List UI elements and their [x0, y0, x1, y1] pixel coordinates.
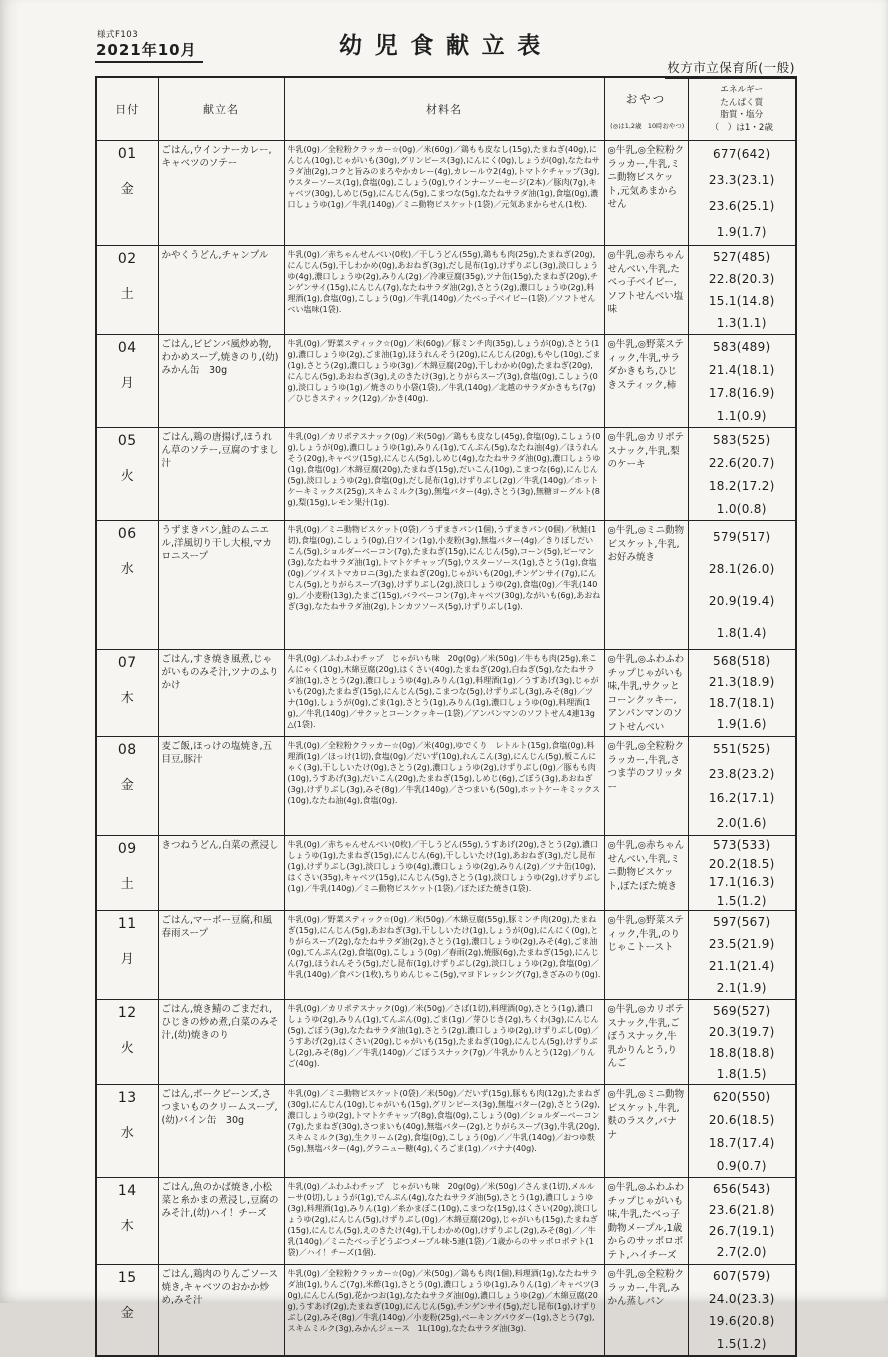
nutrition-cell: [688, 1000, 796, 1085]
menu-name: うずまきパン,鮭のムニエル,洋風切り干し大根,マカロニスープ: [158, 521, 284, 650]
nutrition-cell: [688, 1178, 796, 1265]
date-day: 05: [117, 433, 137, 449]
nutrition-value: 551(525): [712, 742, 771, 757]
nutrition-value: 1.5(1.2): [716, 893, 767, 908]
nutrition-values: [689, 911, 796, 999]
snack-header-note: (◎は1,2歳 10時おやつ): [609, 122, 684, 130]
date-day: 15: [117, 1270, 137, 1286]
nutrition-value: 2.0(1.6): [716, 815, 767, 830]
nutrition-value: 1.8(1.4): [716, 626, 767, 640]
date-day: 04: [117, 340, 137, 356]
nutrition-value: 20.2(18.5): [708, 856, 775, 871]
table-row: [96, 335, 796, 428]
nutrition-value: 607(579): [712, 1269, 771, 1284]
nutrition-value: 2.1(1.9): [716, 981, 767, 995]
date-day: 09: [117, 841, 137, 857]
page-title: 幼児食献立表: [339, 33, 553, 59]
nutrition-values: [689, 1085, 796, 1177]
nutrition-values: [689, 1265, 796, 1355]
date-weekday: 木: [120, 1219, 134, 1234]
snack-text: ◎牛乳,◎ふわふわチップじゃがいも味,牛乳,サクッとコーンクッキー,アンパンマンのソフトせんべい: [604, 650, 688, 737]
nutrition-value: 677(642): [712, 147, 771, 161]
nutrition-value: 21.1(21.4): [708, 959, 775, 973]
table-row: [96, 911, 796, 1000]
date-weekday: 土: [120, 287, 134, 302]
nutrition-value: 17.8(16.9): [708, 385, 775, 400]
nutrition-cell: [688, 246, 796, 335]
nutrition-values: [689, 836, 796, 910]
date-cell: [96, 521, 158, 650]
table-row: [96, 836, 796, 911]
snack-text: ◎牛乳,◎野菜スティック,牛乳,のりじゃこトースト: [604, 911, 688, 1000]
ingredients-text: 牛乳(0g)／全粒粉クラッカー☆(0g)／米(40g),ゆでくり レトルト(15g),食塩(0g),料理酒(1g)／ほっけ(1切),食塩(0g)／だいず(10g),れんこん(3g),にんじん(5g),板こんにゃく(3g),干ししいたけ(0g),さとう(2g),濃口しょうゆ(2g),けずりぶし(0g)／豚もも肉(10g),うすあげ(3g),だいこん(20g),たまねぎ(15g),しめじ(6g),ごぼう(3g),あおねぎ(3g),けずりぶし(3g),みそ(8g)／牛乳(140g)／さつまいも(50g),ホットケーキミックス(10g),なたね油(4g),食塩(0g).: [284, 737, 604, 836]
menu-table: [95, 76, 797, 1357]
nutrition-value: 527(485): [712, 250, 771, 264]
nutrition-value: 20.6(18.5): [708, 1112, 775, 1127]
date-day: 14: [117, 1183, 137, 1199]
menu-name: ごはん,ウインナーカレー,キャベツのソテー: [158, 141, 284, 246]
nutrition-cell: [688, 911, 796, 1000]
nutrition-cell: [688, 428, 796, 521]
facility-name: 枚方市立保育所(一般): [665, 58, 797, 79]
nutrition-cell: [688, 836, 796, 911]
snack-text: ◎牛乳,◎ミニ動物ビスケット,牛乳,お好み焼き: [604, 521, 688, 650]
table-row: [96, 1265, 796, 1357]
snack-header-title: おやつ: [625, 92, 667, 106]
nutrition-value: 26.7(19.1): [708, 1223, 775, 1238]
ingredients-text: 牛乳(0g)／ふわふわチップ じゃがいも味 20g(0g)／米(50g)／牛もも肉(25g),糸こんにゃく(10g),木綿豆腐(20g),はくさい(40g),たまねぎ(20g),白ねぎ(5g),なたねサラダ油(1g),さとう(2g),濃口しょうゆ(4g),みりん(1g),料理酒(1g)／うすあげ(3g),じゃがいも(20g),たまねぎ(15g),にんじん(5g),こまつな(5g),けずりぶし(3g),みそ(8g)／ツナ(10g),しょうが(0g),ごま(1g),さとう(1g),みりん(1g),濃口しょうゆ(0g),料理酒(1g),／牛乳(140g)／サクッとコーンクッキー(1袋)／アンパンマンのソフトせん4連13g△(1袋).: [284, 650, 604, 737]
snack-text: ◎牛乳,◎カリポテスナック,牛乳,ごぼうスナック,牛乳かりんとう,りんご: [604, 1000, 688, 1085]
snack-text: ◎牛乳,◎ふわふわチップじゃがいも味,牛乳,たべっ子動物メープル,1歳からのサッポロポテト,ハイチーズ: [604, 1178, 688, 1265]
nutrition-values: [689, 246, 796, 334]
ingredients-text: 牛乳(0g)／ふわふわチップ じゃがいも味 20g(0g)／米(50g)／さんま(1切),メルルーサ(0切),しょうが(1g),でんぷん(4g),なたねサラダ油(5g),さとう(1g),濃口しょうゆ(3g),料理酒(1g),みりん(1g)／糸かまぼこ(10g),こまつな(15g),はくさい(20g),淡口しょうゆ(2g),にんじん(5g),けずりぶし(0g)／木綿豆腐(20g),じゃがいも(15g),たまねぎ(15g),にんじん(5g),えのきたけ(4g),干しわかめ(0g),けずりぶし(2g),みそ(8g)／／牛乳(140g)／ミニたべっ子どうぶつメープル味-5連(1袋)／1歳からのサッポロポテト(1袋)／ハイ！チーズ(1個).: [284, 1178, 604, 1265]
date-cell: [96, 1085, 158, 1178]
ingredients-text: 牛乳(0g)／赤ちゃんせんべい(0枚)／干しうどん(55g),鶏もも肉(25g),たまねぎ(20g),にんじん(5g),干しわかめ(0g),あおねぎ(3g),だし昆布(1g),けずりぶし(3g),淡口しょうゆ(4g),濃口しょうゆ(2g),みりん(2g)／冷凍豆腐(35g),ツナ缶(15g),たまねぎ(20g),チンゲンサイ(15g),にんじん(7g),なたねサラダ油(2g),さとう(2g),濃口しょうゆ(2g),料理酒(1g),食塩(0g),こしょう(0g)／牛乳(140g)／たべっ子ベイビー(1袋)／ソフトせんべい塩味(1袋).: [284, 246, 604, 335]
nutrition-value: 21.4(18.1): [708, 362, 775, 377]
date-cell: [96, 1265, 158, 1357]
date-cell: [96, 141, 158, 246]
nutrition-value: 1.5(1.2): [716, 1336, 767, 1351]
date-day: 11: [117, 916, 137, 932]
menu-name: ごはん,魚のかば焼き,小松菜と糸かまの煮浸し,豆腐のみそ汁,(幼)ハイ！チーズ: [158, 1178, 284, 1265]
table-row: [96, 737, 796, 836]
date-weekday: 土: [120, 877, 134, 892]
nutrition-value: 620(550): [712, 1089, 771, 1104]
nutrition-value: 20.3(19.7): [708, 1024, 775, 1039]
snack-text: ◎牛乳,◎ミニ動物ビスケット,牛乳,麩のラスク,バナナ: [604, 1085, 688, 1178]
snack-text: ◎牛乳,◎赤ちゃんせんべい,牛乳,たべっ子ベイビー,ソフトせんべい塩味: [604, 246, 688, 335]
nutrition-values: [689, 1000, 796, 1084]
nutrition-value: 583(489): [712, 339, 771, 354]
date-weekday: 月: [120, 952, 134, 967]
date-cell: [96, 911, 158, 1000]
snack-text: ◎牛乳,◎赤ちゃんせんべい,牛乳,ミニ動物ビスケット,ぽたぽた焼き: [604, 836, 688, 911]
menu-name: ごはん,ビビンバ風炒め物,わかめスープ,焼きのり,(幼)みかん缶 30g: [158, 335, 284, 428]
form-code: 様式F103: [97, 30, 139, 40]
nutrition-cell: [688, 1085, 796, 1178]
menu-name: かやくうどん,チャンプル: [158, 246, 284, 335]
nutrition-value: 579(517): [712, 530, 771, 544]
document-month: 2021年10月: [95, 39, 203, 63]
nutrition-header-line: たんぱく質: [720, 97, 764, 108]
nutrition-cell: [688, 521, 796, 650]
table-row: [96, 650, 796, 737]
ingredients-text: 牛乳(0g)／赤ちゃんせんべい(0枚)／干しうどん(55g),うすあげ(20g),さとう(2g),濃口しょうゆ(1g),たまねぎ(15g),にんじん(6g),干ししいたけ(1g),あおねぎ(3g),だし昆布(1g),けずりぶし(3g),淡口しょうゆ(4g),濃口しょうゆ(2g),みりん(2g)／ツナ缶(10g),はくさい(35g),キャベツ(15g),にんじん(5g),さとう(1g),淡口しょうゆ(2g),けずりぶし(1g)／牛乳(140g)／ミニ動物ビスケット(1袋)／ぽたぽた焼き(1袋).: [284, 836, 604, 911]
ingredients-text: 牛乳(0g)／全粒粉クラッカー☆(0g)／米(60g)／鶏もも皮なし(15g),たまねぎ(40g),にんじん(10g),じゃがいも(30g),グリンピース(3g),にんにく(0g),しょうが(0g),なたねサラダ油(2g),コクと旨みのまろやかカレー(4g),カレールウ2(4g),トマトケチャップ(3g),ウスターソース(1g),食塩(0g),こしょう(0g),ウインナーソーセージ(2本)／豚肉(7g),キャベツ(30g),しめじ(5g),にんじん(5g),こまつな(5g),なたねサラダ油(1g),食塩(0g),濃口しょうゆ(1g)／牛乳(140g)／ミニ動物ビスケット(1袋)／元気あまからせん(1枚).: [284, 141, 604, 246]
menu-table-body: [96, 141, 796, 1357]
ingredients-text: 牛乳(0g)／全粒粉クラッカー☆(0g)／米(50g)／鶏もも肉(1個),料理酒(1g),なたねサラダ油(1g),りんご(7g),米酢(1g),さとう(0g),濃口しょうゆ(1g),みりん(1g)／キャベツ(30g),にんじん(5g),花かつお(1g),なたねサラダ油(0g),濃口しょうゆ(2g)／木綿豆腐(20g),うすあげ(2g),たまねぎ(10g),にんじん(5g),チンゲンサイ(5g),だし昆布(1g),けずりぶし(2g),みそ(8g)／牛乳(140g)／小麦粉(25g),ベーキングパウダー(1g),さとう(7g),スキムミルク(3g),みかんジュース 1L(10g),なたねサラダ油(3g).: [284, 1265, 604, 1357]
menu-name: 麦ご飯,ほっけの塩焼き,五目豆,豚汁: [158, 737, 284, 836]
date-weekday: 火: [120, 1041, 134, 1056]
nutrition-value: 23.5(21.9): [708, 937, 775, 951]
date-weekday: 月: [120, 376, 134, 391]
nutrition-value: 22.6(20.7): [708, 455, 775, 470]
ingredients-text: 牛乳(0g)／ミニ動物ビスケット(0袋)／うずまきパン(1個),うずまきパン(0個)／秋鮭(1切),食塩(0g),こしょう(0g),白ワイン(1g),小麦粉(3g),無塩バター(4g)／きりぼしだいこん(5g),ショルダーベーコン(7g),たまねぎ(15g),にんじん(5g),コーン(5g),ピーマン(3g),なたねサラダ油(1g),トマトケチャップ(5g),ウスターソース(1g),さとう(1g),食塩(0g)／ツイストマカロニ(3g),たまねぎ(20g),じゃがいも(20g),チンゲンサイ(7g),にんじん(5g),とりがらスープ(3g),けずりぶし(2g),淡口しょうゆ(2g),食塩(0g)／牛乳(140g),／小麦粉(13g),たまご(15g),バラベーコン(7g),キャベツ(30g),ながいも(6g),あおねぎ(3g),なたねサラダ油(2g),トンカツソース(5g),けずりぶし(1g).: [284, 521, 604, 650]
snack-text: ◎牛乳,◎全粒粉クラッカー,牛乳,ミニ動物ビスケット,元気あまからせん: [604, 141, 688, 246]
date-weekday: 金: [120, 778, 134, 793]
menu-name: ごはん,焼き鯖のごまだれ,ひじきの炒め煮,白菜のみそ汁,(幼)焼きのり: [158, 1000, 284, 1085]
nutrition-value: 19.6(20.8): [708, 1314, 775, 1329]
nutrition-value: 18.7(17.4): [708, 1135, 775, 1150]
nutrition-value: 18.2(17.2): [708, 478, 775, 493]
table-row: [96, 1085, 796, 1178]
nutrition-value: 1.9(1.6): [716, 716, 767, 731]
nutrition-value: 656(543): [712, 1181, 771, 1196]
menu-name: ごはん,すき焼き風煮,じゃがいものみそ汁,ツナのふりかけ: [158, 650, 284, 737]
nutrition-values: [689, 521, 796, 649]
nutrition-value: 1.0(0.8): [716, 501, 767, 516]
nutrition-cell: [688, 141, 796, 246]
document-content: [95, 26, 797, 1357]
table-row: [96, 246, 796, 335]
document-header: [95, 26, 797, 76]
snack-text: ◎牛乳,◎全粒粉クラッカー,牛乳,さつま芋のフリッター: [604, 737, 688, 836]
column-header-date: 日付: [96, 77, 158, 141]
nutrition-cell: [688, 650, 796, 737]
ingredients-text: 牛乳(0g)／カリポテスナック(0g)／米(50g)／さば(1切),料理酒(0g),さとう(1g),濃口しょうゆ(2g),みりん(1g),てんぷん(0g),ごま(1g)／芽ひじき(2g),ちくわ(3g),にんじん(5g),ごぼう(3g),なたねサラダ油(1g),さとう(2g),濃口しょうゆ(2g),けずりぶし(0g)／うすあげ(2g),はくさい(20g),じゃがいも(15g),たまねぎ(10g),にんじん(5g),けずりぶし(2g),みそ(8g)／／牛乳(140g)／ごぼうスナック(7g)／牛乳かりんとう(12g)／りんご(40g).: [284, 1000, 604, 1085]
nutrition-value: 1.1(0.9): [716, 408, 767, 423]
nutrition-value: 1.8(1.5): [716, 1066, 767, 1081]
nutrition-value: 21.3(18.9): [708, 674, 775, 689]
nutrition-values: [689, 1178, 796, 1262]
nutrition-cell: [688, 737, 796, 836]
nutrition-value: 23.8(23.2): [708, 766, 775, 781]
table-row: [96, 1178, 796, 1265]
date-day: 07: [117, 655, 137, 671]
nutrition-header-line: エネルギー: [720, 85, 764, 95]
ingredients-text: 牛乳(0g)／カリポテスナック(0g)／米(50g)／鶏もも皮なし(45g),食塩(0g),こしょう(0g),しょうが(0g),濃口しょうゆ(1g),みりん(1g),てんぷん(5g),なたね油(4g)／ほうれんそう(20g),キャベツ(15g),にんじん(5g),しめじ(4g),なたねサラダ油(0g),濃口しょうゆ(1g),食塩(0g)／木綿豆腐(20g),たまねぎ(15g),だいこん(10g),こまつな(6g),にんじん(5g),淡口しょうゆ(2g),食塩(0g),だし昆布(1g),けずりぶし(2g)／牛乳(140g)／ホットケーキミックス(25g),スキムミルク(3g),無塩バター(4g),さとう(3g),無糖ヨーグルト(8g),梨(15g),レモン果汁(1g).: [284, 428, 604, 521]
nutrition-value: 23.6(21.8): [708, 1202, 775, 1217]
snack-text: ◎牛乳,◎野菜スティック,牛乳,サラダかきもち,ひじきスティック,柿: [604, 335, 688, 428]
column-header-nutrition: [688, 77, 796, 141]
date-weekday: 水: [120, 1126, 134, 1141]
date-weekday: 金: [120, 1306, 134, 1321]
table-row: [96, 1000, 796, 1085]
nutrition-value: 28.1(26.0): [708, 562, 775, 576]
snack-text: ◎牛乳,◎カリポテスナック,牛乳,梨のケーキ: [604, 428, 688, 521]
nutrition-value: 583(525): [712, 432, 771, 447]
table-row: [96, 428, 796, 521]
nutrition-value: 568(518): [712, 653, 771, 668]
table-row: [96, 141, 796, 246]
menu-name: きつねうどん,白菜の煮浸し: [158, 836, 284, 911]
date-cell: [96, 1000, 158, 1085]
date-weekday: 木: [120, 691, 134, 706]
nutrition-value: 18.8(18.8): [708, 1045, 775, 1060]
nutrition-cell: [688, 335, 796, 428]
nutrition-value: 18.7(18.1): [708, 695, 775, 710]
date-cell: [96, 737, 158, 836]
ingredients-text: 牛乳(0g)／野菜スティック☆(0g)／米(60g)／豚ミンチ肉(35g),しょうが(0g),さとう(1g),濃口しょうゆ(2g),ごま油(1g),ほうれんそう(20g),にんじん(20g),もやし(10g),ごま(1g),さとう(2g),濃口しょうゆ(3g)／木綿豆腐(20g),干しわかめ(0g),たまねぎ(20g),にんじん(5g),あおねぎ(3g),えのきたけ(3g),とりがらスープ(3g),食塩(0g),こしょう(0g),淡口しょうゆ(1g)／焼きのり小袋(1袋),／牛乳(140g)／北越のサラダかきもち(7g)／ひじきスティック(12g)／かき(40g).: [284, 335, 604, 428]
nutrition-value: 15.1(14.8): [708, 294, 775, 308]
date-cell: [96, 1178, 158, 1265]
menu-name: ごはん,マーボー豆腐,和風春雨スープ: [158, 911, 284, 1000]
nutrition-cell: [688, 1265, 796, 1357]
date-weekday: 火: [120, 469, 134, 484]
column-header-menu: 献立名: [158, 77, 284, 141]
date-day: 01: [117, 146, 137, 162]
date-cell: [96, 836, 158, 911]
nutrition-value: 1.3(1.1): [716, 316, 767, 330]
nutrition-value: 1.9(1.7): [716, 225, 767, 239]
date-cell: [96, 428, 158, 521]
date-day: 02: [117, 251, 137, 267]
nutrition-values: [689, 141, 796, 245]
menu-name: ごはん,鶏肉のりんごソース焼き,キャベツのおかか炒め,みそ汁: [158, 1265, 284, 1357]
nutrition-values: [689, 650, 796, 734]
ingredients-text: 牛乳(0g)／野菜スティック☆(0g)／米(50g)／木綿豆腐(55g),豚ミンチ肉(20g),たまねぎ(15g),にんじん(5g),あおねぎ(3g),干ししいたけ(1g),しょうが(0g),にんにく(0g),とりがらスープ(2g),なたねサラダ油(2g),さとう(1g),濃口しょうゆ(2g),みそ(4g),ごま油(0g),てんぷん(2g),食塩(0g),こしょう(0g)／春雨(2g),焼豚(6g),たまねぎ(15g),にんじん(7g),ほうれんそう(5g),だし昆布(1g),けずりぶし(2g),淡口しょうゆ(2g),食塩(0g)／牛乳(140g)／食パン(1枚),ちりめんじゃこ(5g),マヨドレッシング(7g),きざみのり(0g).: [284, 911, 604, 1000]
table-header-row: [96, 77, 796, 141]
date-cell: [96, 246, 158, 335]
date-cell: [96, 650, 158, 737]
nutrition-value: 22.8(20.3): [708, 272, 775, 286]
nutrition-header-line: （ ）は1・2歳: [710, 122, 773, 133]
menu-name: ごはん,ポークビーンズ,さつまいものクリームスープ,(幼)パイン缶 30g: [158, 1085, 284, 1178]
date-weekday: 金: [120, 182, 134, 197]
nutrition-value: 23.3(23.1): [708, 173, 775, 187]
nutrition-value: 597(567): [712, 915, 771, 929]
nutrition-value: 20.9(19.4): [708, 594, 775, 608]
nutrition-value: 23.6(25.1): [708, 199, 775, 213]
nutrition-value: 573(533): [712, 838, 771, 853]
snack-text: ◎牛乳,◎全粒粉クラッカー,牛乳,みかん蒸しパン: [604, 1265, 688, 1357]
date-day: 12: [117, 1005, 137, 1021]
date-day: 13: [117, 1090, 137, 1106]
table-row: [96, 521, 796, 650]
nutrition-values: [689, 737, 796, 835]
column-header-snack: [604, 77, 688, 141]
date-weekday: 水: [120, 562, 134, 577]
date-day: 06: [117, 526, 137, 542]
nutrition-value: 2.7(2.0): [716, 1244, 767, 1259]
nutrition-values: [689, 428, 796, 520]
column-header-ingredients: 材料名: [284, 77, 604, 141]
date-day: 08: [117, 742, 137, 758]
nutrition-value: 24.0(23.3): [708, 1291, 775, 1306]
ingredients-text: 牛乳(0g)／ミニ動物ビスケット(0袋)／米(50g)／だいず(15g),豚もも肉(12g),たまねぎ(30g),にんじん(10g),じゃがいも(15g),グリンピース(3g),無塩バター(2g),さとう(2g),濃口しょうゆ(2g),トマトケチャップ(8g),食塩(0g),こしょう(0g)／ショルダーベーコン(7g),たまねぎ(30g),さつまいも(40g),無塩バター(2g),とりがらスープ(3g),牛乳(20g),スキムミルク(3g),生クリーム(2g),食塩(0g),こしょう(0g)／／牛乳(140g)／おつゆ麩(5g),無塩バター(4g),グラニュー糖(4g),くろごま(1g)／バナナ(40g).: [284, 1085, 604, 1178]
nutrition-header-line: 脂質・塩分: [720, 110, 764, 120]
nutrition-values: [689, 335, 796, 427]
date-cell: [96, 335, 158, 428]
menu-name: ごはん,鶏の唐揚げ,ほうれん草のソテー,豆腐のすまし汁: [158, 428, 284, 521]
nutrition-value: 569(527): [712, 1003, 771, 1018]
nutrition-value: 16.2(17.1): [708, 791, 775, 806]
nutrition-value: 0.9(0.7): [716, 1158, 767, 1173]
nutrition-value: 17.1(16.3): [708, 875, 775, 890]
